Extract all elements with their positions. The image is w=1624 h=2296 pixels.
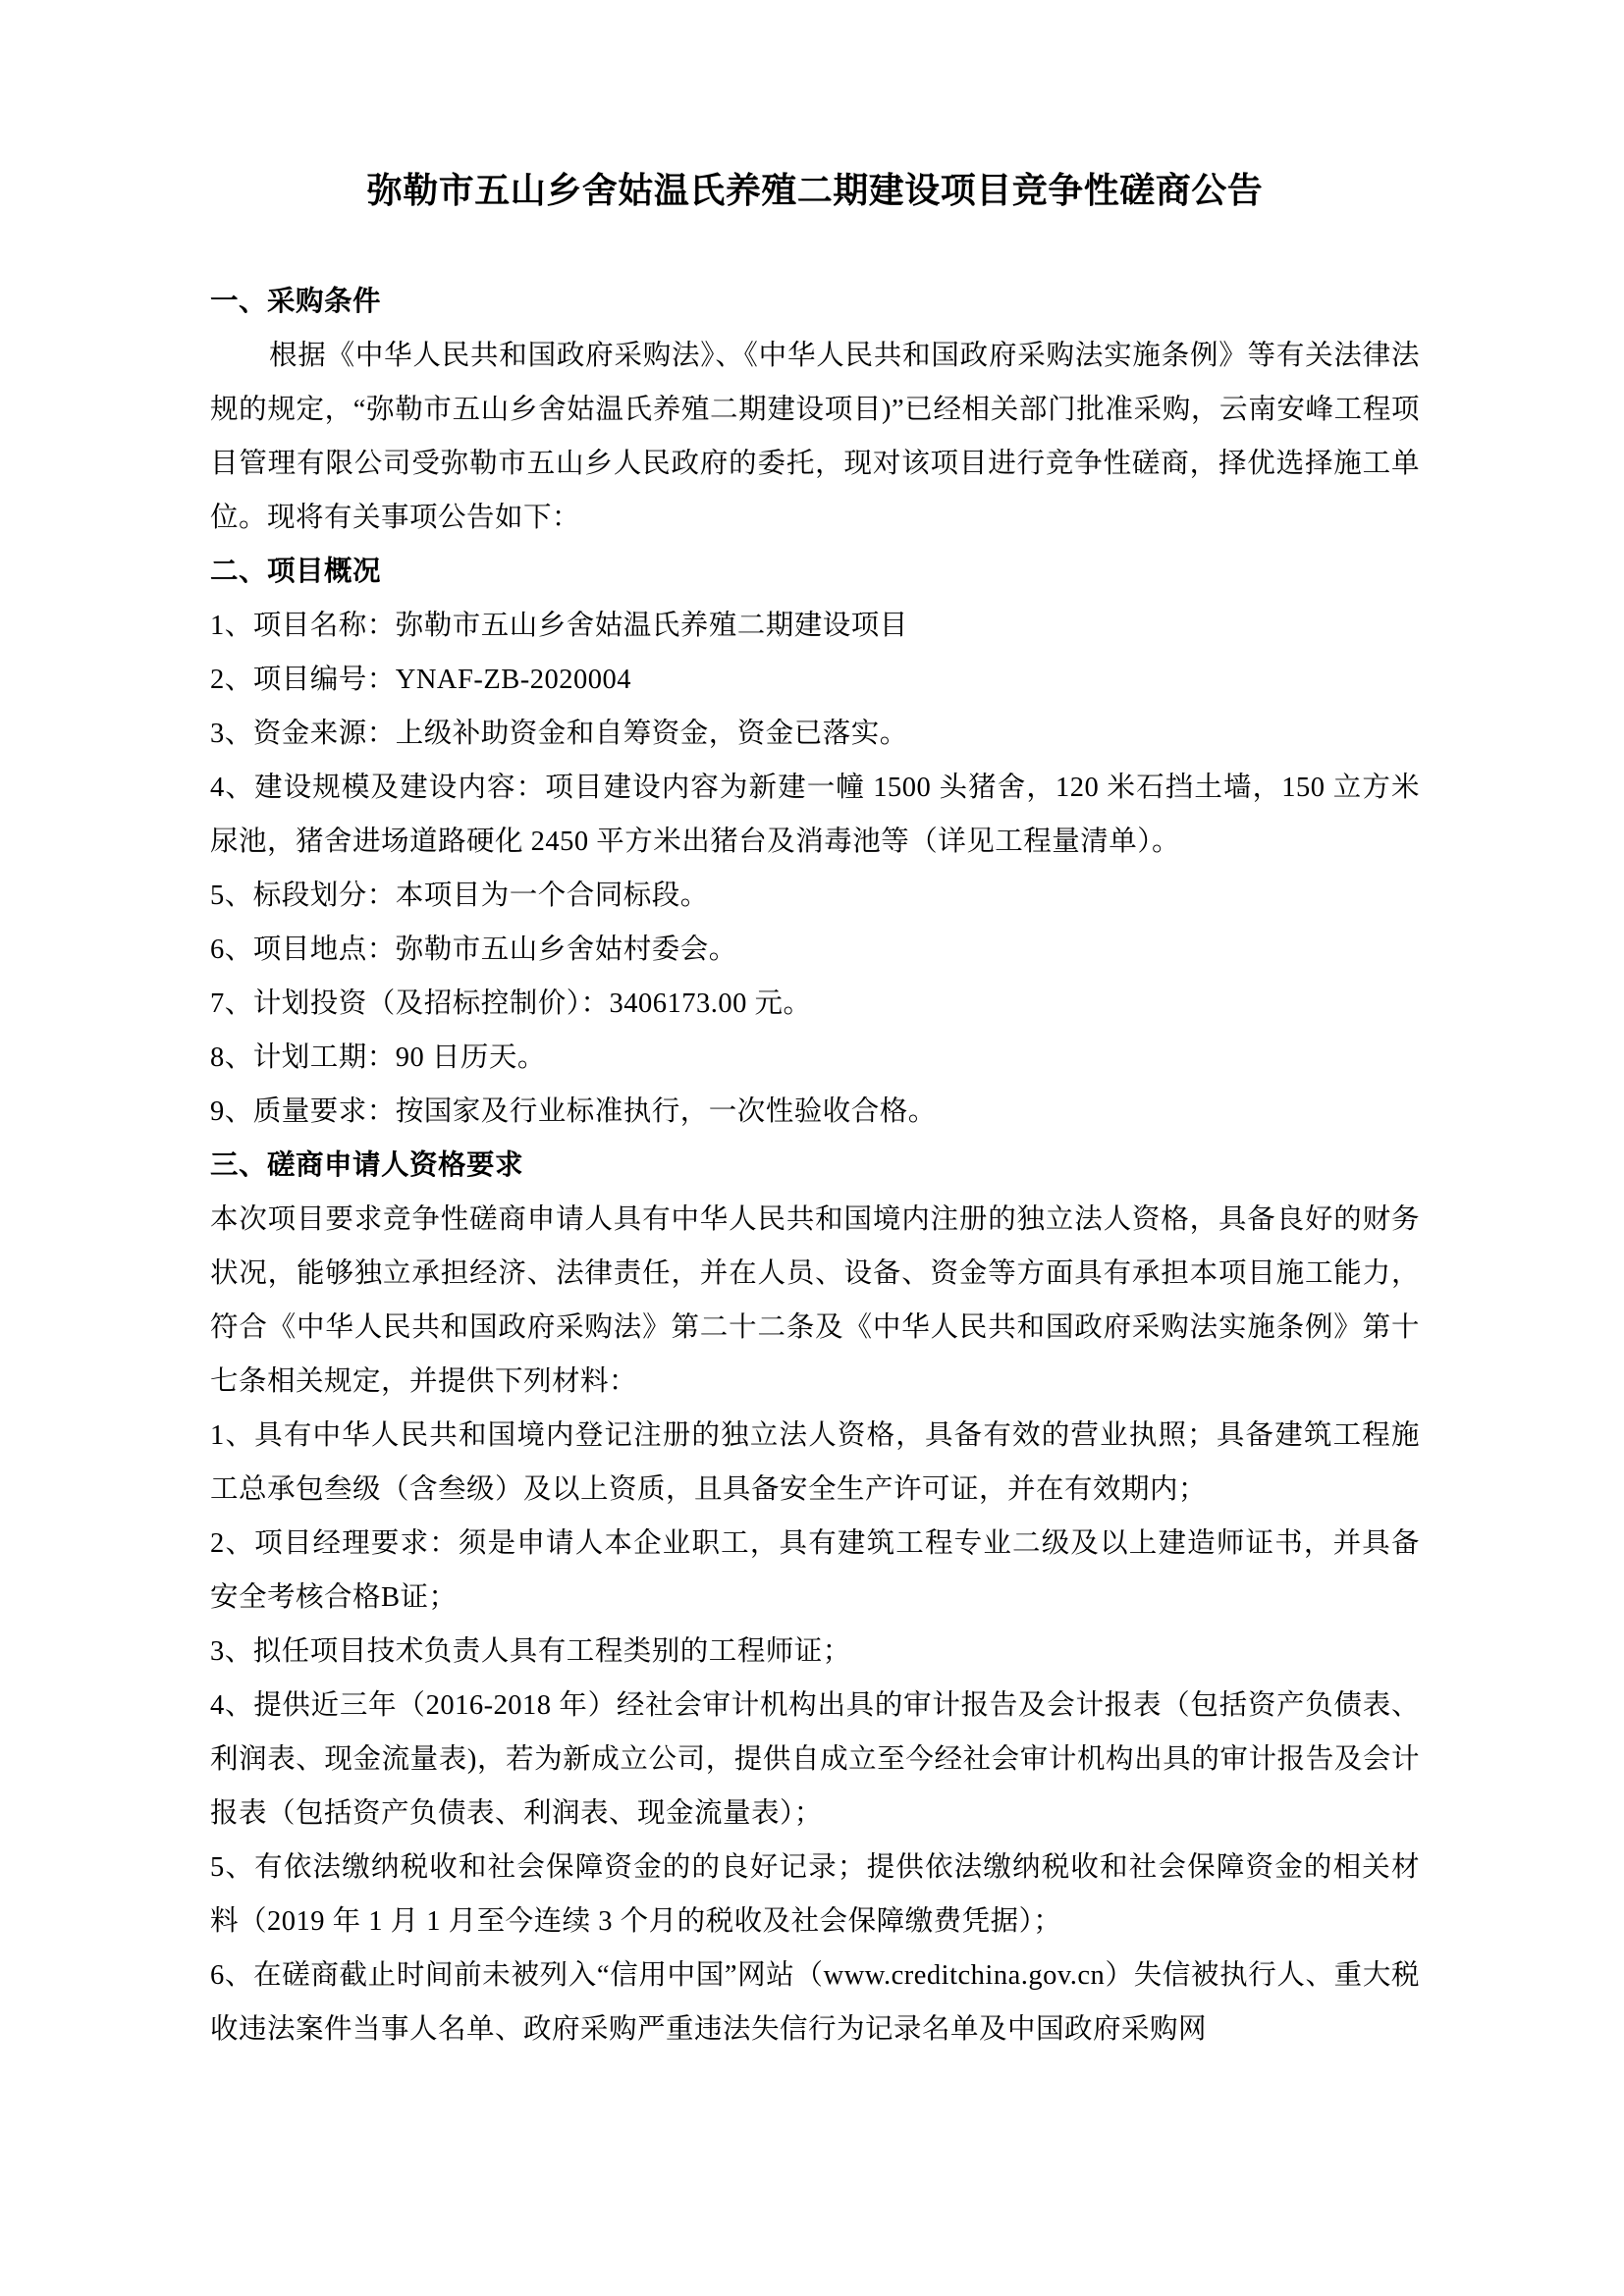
requirement-project-manager: 2、项目经理要求：须是申请人本企业职工，具有建筑工程专业二级及以上建造师证书，并具备安全考核合格B证；	[210, 1528, 1420, 1613]
paragraph-purchase-basis: 根据《中华人民共和国政府采购法》、《中华人民共和国政府采购法实施条例》等有关法律法规的规定，“弥勒市五山乡舍姑温氏养殖二期建设项目)”已经相关部门批准采购，云南安峰工程项目管理有限公司受弥勒市五山乡人民政府的委托，现对该项目进行竞争性磋商，择优选择施工单位。现将有关事项公告如下：	[210, 341, 1420, 533]
item-planned-investment: 7、计划投资（及招标控制价）：3406173.00 元。	[210, 988, 812, 1019]
requirement-audit-reports: 4、提供近三年（2016-2018 年）经社会审计机构出具的审计报告及会计报表（包括资产负债表、利润表、现金流量表)，若为新成立公司，提供自成立至今经社会审计机构出具的审计报告及会计报表（包括资产负债表、利润表、现金流量表）；	[210, 1690, 1420, 1829]
requirement-technical-director: 3、拟任项目技术负责人具有工程类别的工程师证；	[210, 1636, 851, 1667]
item-planned-duration: 8、计划工期：90 日历天。	[210, 1042, 546, 1073]
requirement-credit-record: 6、在磋商截止时间前未被列入“信用中国”网站（www.creditchina.gov.cn）失信被执行人、重大税收违法案件当事人名单、政府采购严重违法失信行为记录名单及中国政府采购网	[210, 1960, 1420, 2045]
section-heading-applicant-qualifications: 三、磋商申请人资格要求	[210, 1150, 524, 1181]
item-project-name: 1、项目名称：弥勒市五山乡舍姑温氏养殖二期建设项目	[210, 611, 908, 641]
requirement-tax-social-security: 5、有依法缴纳税收和社会保障资金的的良好记录；提供依法缴纳税收和社会保障资金的相关材料（2019 年 1 月 1 月至今连续 3 个月的税收及社会保障缴费凭据）；	[210, 1852, 1420, 1937]
section-heading-purchase-conditions: 一、采购条件	[210, 287, 382, 317]
document-title: 弥勒市五山乡舍姑温氏养殖二期建设项目竞争性磋商公告	[366, 171, 1264, 210]
item-project-location: 6、项目地点：弥勒市五山乡舍姑村委会。	[210, 934, 737, 965]
item-project-number: 2、项目编号：YNAF-ZB-2020004	[210, 665, 631, 695]
item-quality-requirement: 9、质量要求：按国家及行业标准执行，一次性验收合格。	[210, 1096, 937, 1127]
item-funding-source: 3、资金来源：上级补助资金和自筹资金，资金已落实。	[210, 719, 908, 749]
requirement-legal-entity: 1、具有中华人民共和国境内登记注册的独立法人资格，具备有效的营业执照；具备建筑工程施工总承包叁级（含叁级）及以上资质，且具备安全生产许可证，并在有效期内；	[210, 1420, 1420, 1505]
document-content	[210, 169, 1420, 2056]
item-construction-scope: 4、建设规模及建设内容：项目建设内容为新建一幢 1500 头猪舍，120 米石挡土墙，150 立方米尿池，猪舍进场道路硬化 2450 平方米出猪台及消毒池等（详见工程量清单）。	[210, 773, 1420, 857]
item-bid-section-division: 5、标段划分：本项目为一个合同标段。	[210, 881, 709, 911]
paragraph-qualification-intro: 本次项目要求竞争性磋商申请人具有中华人民共和国境内注册的独立法人资格，具备良好的财务状况，能够独立承担经济、法律责任，并在人员、设备、资金等方面具有承担本项目施工能力，符合《中华人民共和国政府采购法》第二十二条及《中华人民共和国政府采购法实施条例》第十七条相关规定，并提供下列材料：	[210, 1204, 1420, 1397]
section-heading-project-overview: 二、项目概况	[210, 557, 382, 587]
